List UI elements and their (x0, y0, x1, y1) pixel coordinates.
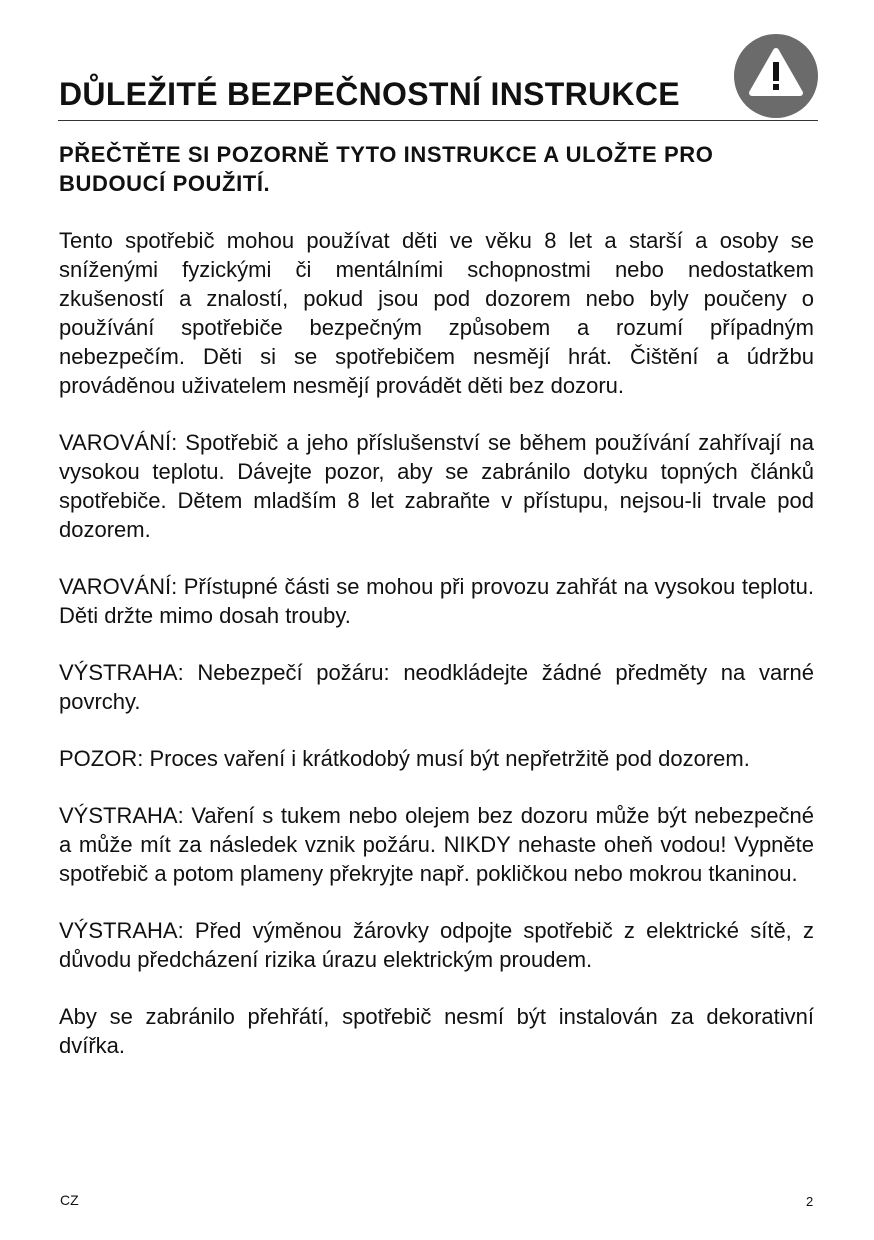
paragraph-fat-oil-fire: VÝSTRAHA: Vaření s tukem nebo olejem bez dozoru může být nebezpečné a může mít za následek vznik požáru. NIKDY nehaste oheň vodou! Vypněte spotřebič a potom plameny překryjte např. pokličkou nebo mokrou tkaninou. (59, 803, 814, 886)
paragraph-warning-hot-accessories: VAROVÁNÍ: Spotřebič a jeho příslušenství se během používání zahřívají na vysokou teplotu. Dávejte pozor, aby se zabránilo dotyku topných článků spotřebiče. Dětem mladším 8 let zabraňte v přístupu, nejsou-li trvale pod dozorem. (59, 430, 814, 542)
instructions-subtitle: PŘEČTĚTE SI POZORNĚ TYTO INSTRUKCE A ULOŽTE PRO BUDOUCÍ POUŽITÍ. (59, 142, 714, 196)
paragraph-overheating: Aby se zabránilo přehřátí, spotřebič nesmí být instalován za dekorativní dvířka. (59, 1004, 814, 1058)
language-code: CZ (60, 1192, 79, 1208)
page-header (58, 62, 818, 121)
paragraph-cooking-supervision: POZOR: Proces vaření i krátkodobý musí být nepřetržitě pod dozorem. (59, 746, 750, 771)
warning-triangle-icon (733, 33, 819, 119)
paragraph-children-usage: Tento spotřebič mohou používat děti ve věku 8 let a starší a osoby se sníženými fyzickými či mentálními schopnostmi nebo nedostatkem zkušeností a znalostí, pokud jsou pod dozorem nebo byly poučeny o používání spotřebiče bezpečným způsobem a rozumí případným nebezpečím. Děti si se spotřebičem nesmějí hrát. Čištění a údržbu prováděnou uživatelem nesmějí provádět děti bez dozoru. (59, 228, 814, 398)
paragraph-fire-hazard: VÝSTRAHA: Nebezpečí požáru: neodkládejte žádné předměty na varné povrchy. (59, 660, 814, 714)
paragraph-bulb-replacement: VÝSTRAHA: Před výměnou žárovky odpojte spotřebič z elektrické sítě, z důvodu předcházení rizika úrazu elektrickým proudem. (59, 918, 814, 972)
safety-instructions-body (59, 226, 814, 1088)
page-title: DŮLEŽITÉ BEZPEČNOSTNÍ INSTRUKCE (59, 76, 680, 112)
paragraph-warning-accessible-parts: VAROVÁNÍ: Přístupné části se mohou při provozu zahřát na vysokou teplotu. Děti držte mimo dosah trouby. (59, 574, 814, 628)
page-number: 2 (806, 1194, 814, 1209)
